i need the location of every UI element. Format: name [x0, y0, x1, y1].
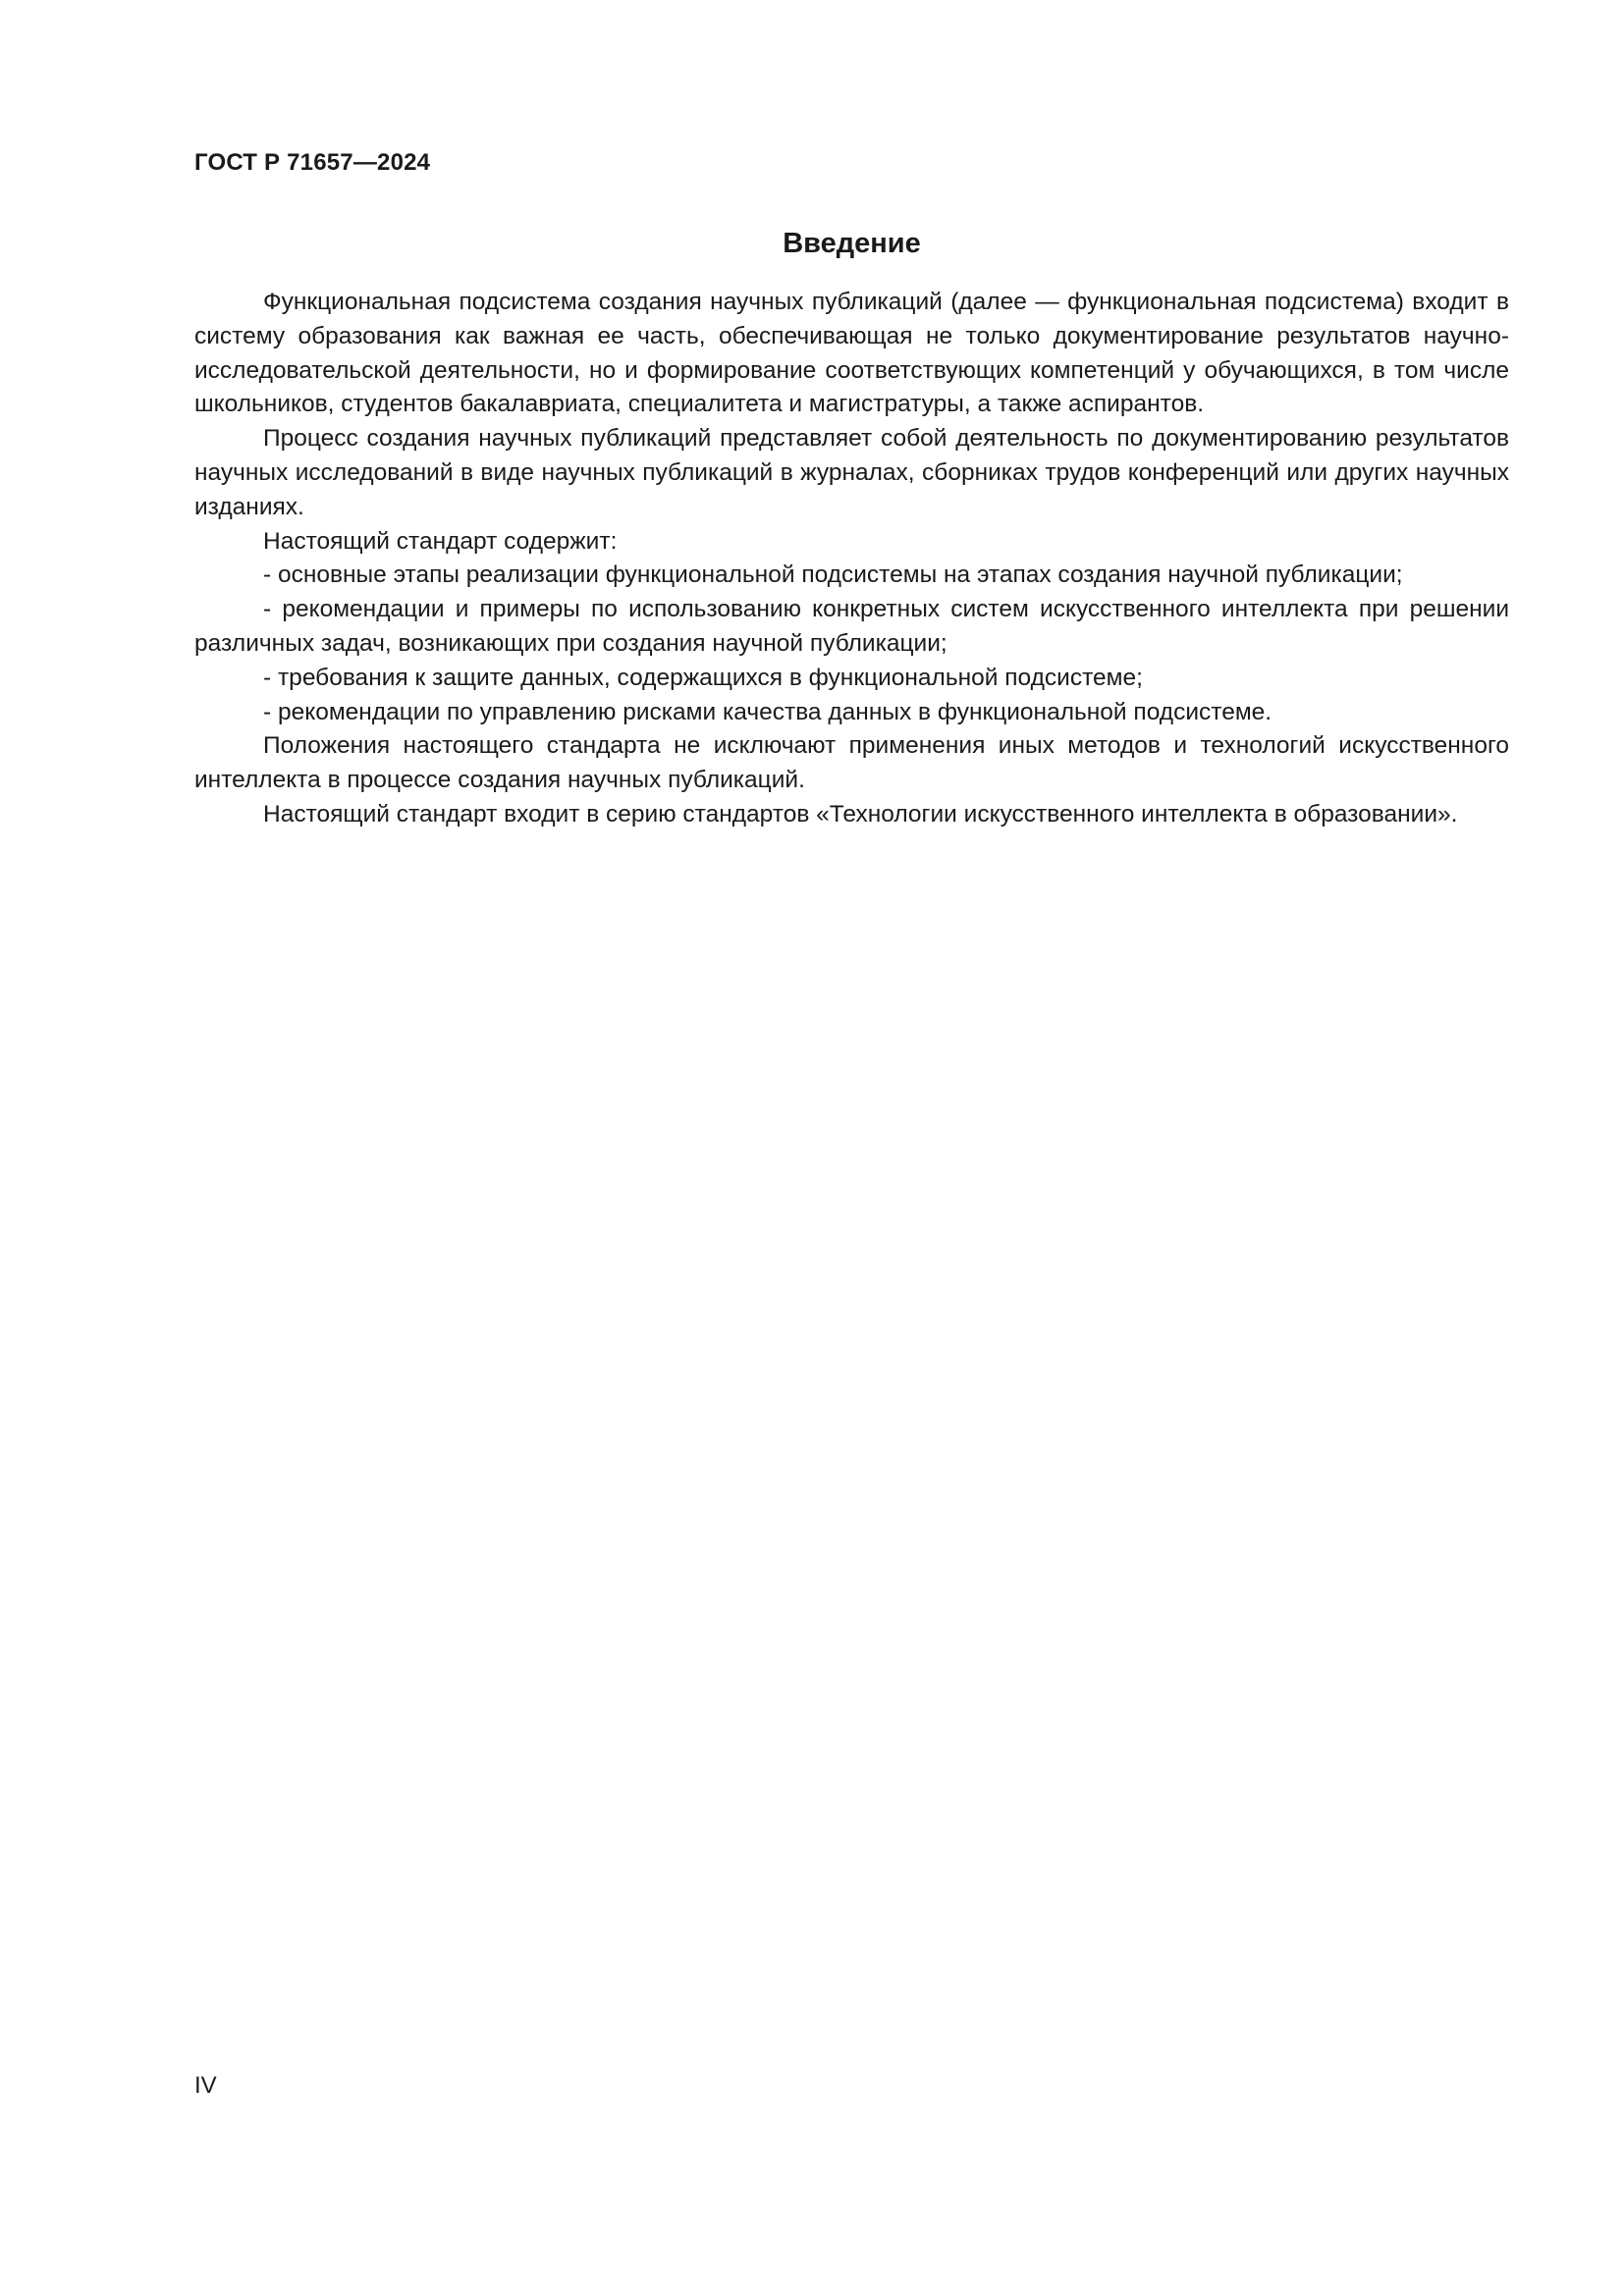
- list-intro: Настоящий стандарт содержит:: [263, 527, 618, 555]
- section-title: Введение: [783, 228, 921, 259]
- document-code-header: ГОСТ Р 71657—2024: [194, 149, 431, 176]
- introduction-body: [194, 286, 1509, 832]
- page-number: IV: [194, 2072, 217, 2099]
- list-item: - рекомендации по управлению рисками качества данных в функциональной подсистеме.: [263, 698, 1272, 725]
- intro-paragraph-1: Функциональная подсистема создания научных публикаций (далее — функциональная подсистема) входит в систему образования как важная ее часть, обеспечивающая не только документирование результатов научно-исследовательской деятельности, но и формирование соответствующих компетенций у обучающихся, в том числе школьников, студентов бакалавриата, специалитета и магистратуры, а также аспирантов.: [194, 289, 1509, 418]
- closing-paragraph-2: Настоящий стандарт входит в серию стандартов «Технологии искусственного интеллекта в образовании».: [263, 800, 1458, 828]
- intro-paragraph-2: Процесс создания научных публикаций представляет собой деятельность по документированию результатов научных исследований в виде научных публикаций в журналах, сборниках трудов конференций или других научных изданиях.: [194, 425, 1509, 520]
- list-item: - требования к защите данных, содержащихся в функциональной подсистеме;: [263, 664, 1143, 691]
- list-item: - рекомендации и примеры по использованию конкретных систем искусственного интеллекта при решении различных задач, возникающих при создания научной публикации;: [194, 596, 1509, 657]
- closing-paragraph-1: Положения настоящего стандарта не исключают применения иных методов и технологий искусственного интеллекта в процессе создания научных публикаций.: [194, 732, 1509, 794]
- contents-list: [194, 559, 1509, 729]
- list-item: - основные этапы реализации функциональной подсистемы на этапах создания научной публикации;: [263, 561, 1403, 589]
